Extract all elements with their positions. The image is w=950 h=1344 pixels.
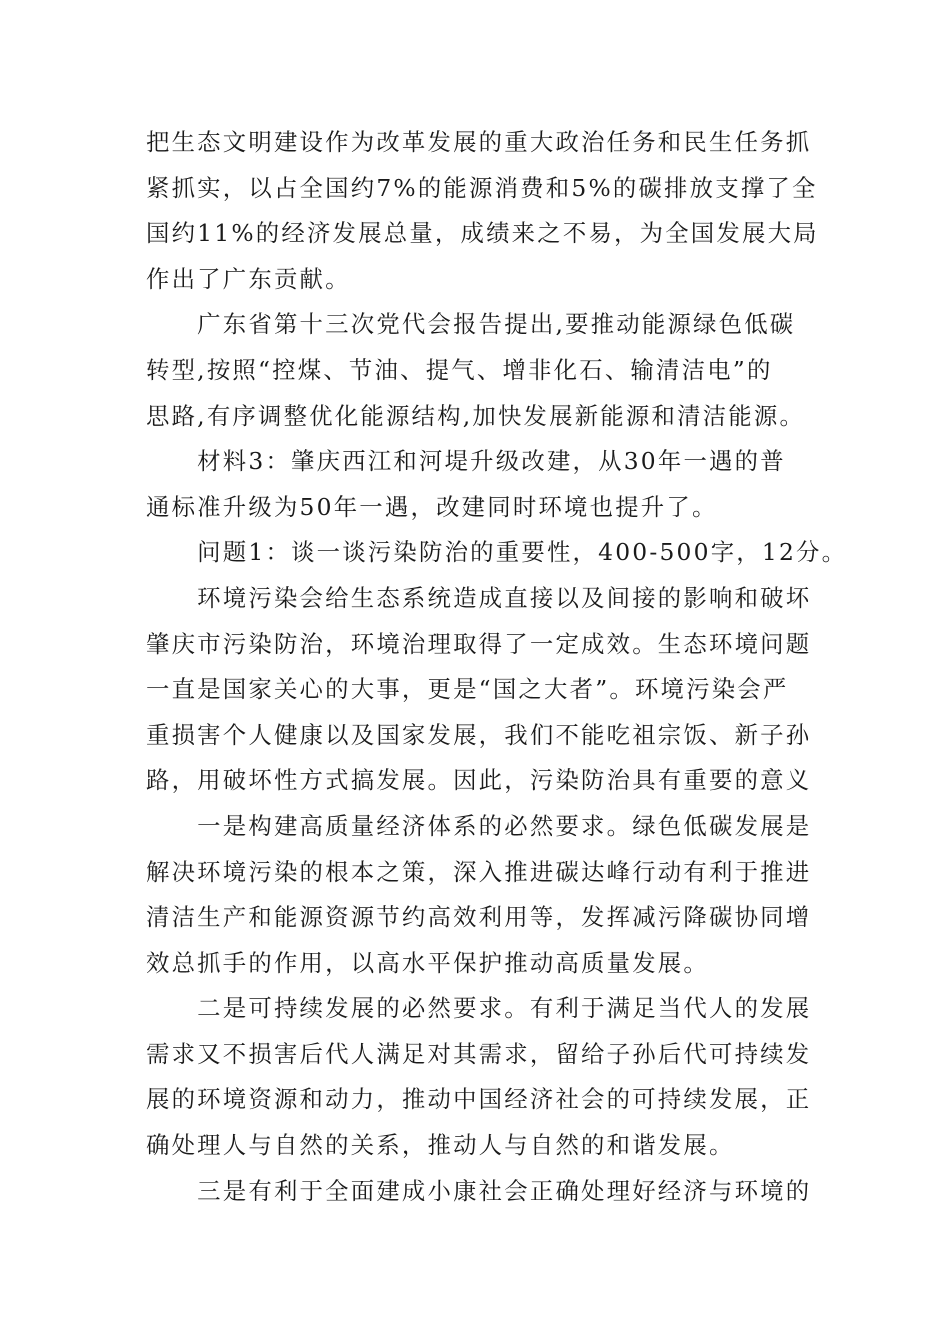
text-line: 展的环境资源和动力，推动中国经济社会的可持续发展，正: [146, 1085, 812, 1114]
text-line: 通标准升级为50年一遇，改建同时环境也提升了。: [146, 492, 718, 521]
text-line: 把生态文明建设作为改革发展的重大政治任务和民生任务抓: [146, 128, 812, 156]
text-line: 国约11%的经济发展总量，成绩来之不易，为全国发展大局: [146, 219, 819, 248]
text-line: 肇庆市污染防治，环境治理取得了一定成效。生态环境问题: [146, 629, 812, 658]
text-line: 效总抓手的作用，以高水平保护推动高质量发展。: [146, 948, 709, 977]
text-line: 紧抓实，以占全国约7%的能源消费和5%的碳排放支撑了全: [146, 173, 818, 202]
text-line: 路，用破坏性方式搞发展。因此，污染防治具有重要的意义: [146, 766, 812, 795]
text-line: 需求又不损害后代人满足对其需求，留给子孙后代可持续发: [146, 1039, 812, 1068]
text-line: 环境污染会给生态系统造成直接以及间接的影响和破坏: [146, 583, 812, 612]
text-line: 广东省第十三次党代会报告提出,要推动能源绿色低碳: [146, 310, 796, 339]
text-line: 清洁生产和能源资源节约高效利用等，发挥减污降碳协同增: [146, 903, 812, 932]
text-line: 一直是国家关心的大事，更是“国之大者”。环境污染会严: [146, 675, 789, 704]
text-line: 作出了广东贡献。: [146, 264, 351, 293]
text-line: 转型,按照“控煤、节油、提气、增非化石、输清洁电”的: [146, 355, 773, 384]
text-line: 材料3：肇庆西江和河堤升级改建，从30年一遇的普: [146, 447, 786, 476]
text-line: 一是构建高质量经济体系的必然要求。绿色低碳发展是: [146, 811, 812, 840]
text-line: 二是可持续发展的必然要求。有利于满足当代人的发展: [146, 994, 812, 1023]
text-line: 重损害个人健康以及国家发展，我们不能吃祖宗饭、新子孙: [146, 720, 812, 749]
text-line: 思路,有序调整优化能源结构,加快发展新能源和清洁能源。: [146, 401, 806, 430]
text-line: 三是有利于全面建成小康社会正确处理好经济与环境的: [146, 1176, 812, 1205]
document-body: [146, 120, 848, 1214]
text-line: 问题1：谈一谈污染防治的重要性，400-500字，12分。: [146, 538, 848, 567]
text-line: 解决环境污染的根本之策，深入推进碳达峰行动有利于推进: [146, 857, 812, 886]
text-line: 确处理人与自然的关系，推动人与自然的和谐发展。: [146, 1131, 735, 1160]
